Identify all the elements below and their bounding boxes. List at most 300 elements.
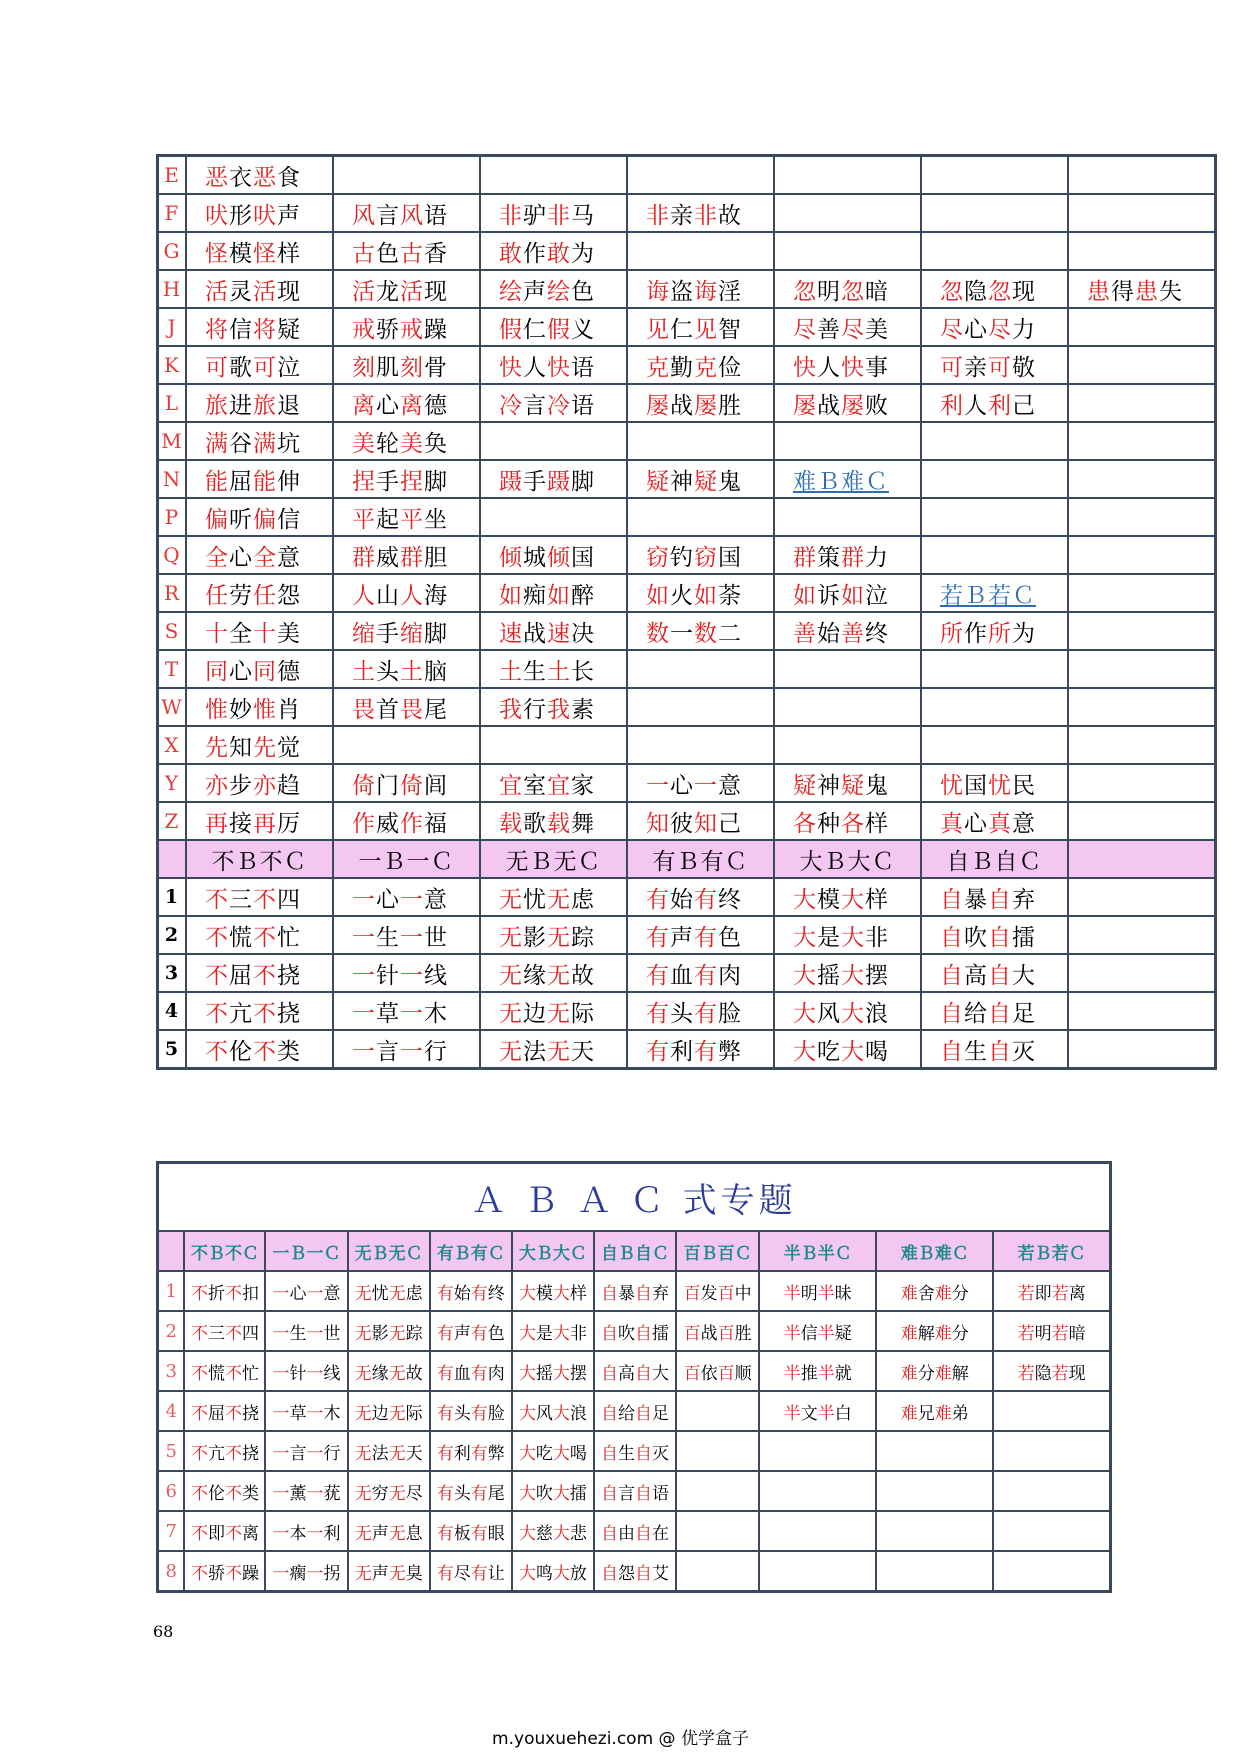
idiom-cell: 无边无际 (480, 992, 627, 1030)
idiom-cell (759, 1511, 876, 1551)
table-row (158, 1351, 1111, 1391)
idiom-cell: 非亲非故 (627, 194, 774, 232)
idiom-cell: 不慌不忙 (186, 916, 333, 954)
idiom-cell: 吠形吠声 (186, 194, 333, 232)
row-letter: Y (158, 764, 187, 802)
idiom-cell: 自生自灭 (921, 1030, 1068, 1069)
idiom-cell: 载歌载舞 (480, 802, 627, 840)
row-number: 7 (158, 1511, 185, 1551)
idiom-cell: 亦步亦趋 (186, 764, 333, 802)
idiom-cell (759, 1471, 876, 1511)
idiom-cell (1068, 764, 1216, 802)
idiom-cell (627, 650, 774, 688)
idiom-cell: 有声有色 (430, 1311, 512, 1351)
idiom-cell: 一生一世 (333, 916, 480, 954)
row-number: 3 (158, 954, 187, 992)
idiom-cell: 冷言冷语 (480, 384, 627, 422)
table-row (158, 878, 1216, 916)
idiom-cell: 偏听偏信 (186, 498, 333, 536)
row-letter: E (158, 156, 187, 195)
idiom-cell: 无声无臭 (348, 1551, 430, 1592)
pattern-header-row (158, 840, 1216, 878)
idiom-cell (480, 156, 627, 195)
idiom-cell: 大模大样 (774, 878, 921, 916)
idiom-cell: 风言风语 (333, 194, 480, 232)
idiom-cell: 半文半白 (759, 1391, 876, 1431)
abac-header-cell: 半Ｂ半Ｃ (759, 1231, 876, 1271)
page-number: 68 (153, 1622, 174, 1641)
idiom-cell: 宜室宜家 (480, 764, 627, 802)
idiom-cell (1068, 992, 1216, 1030)
idiom-cell: 活龙活现 (333, 270, 480, 308)
idiom-cell: 不亢不挠 (184, 1431, 265, 1471)
idiom-cell (480, 726, 627, 764)
row-letter: R (158, 574, 187, 612)
idiom-table-by-letter (156, 154, 1217, 1070)
idiom-cell (1068, 194, 1216, 232)
idiom-cell: 有血有肉 (627, 954, 774, 992)
table-row (158, 992, 1216, 1030)
idiom-cell: 惟妙惟肖 (186, 688, 333, 726)
idiom-cell (676, 1511, 759, 1551)
row-letter: X (158, 726, 187, 764)
row-letter: P (158, 498, 187, 536)
idiom-cell: 疑神疑鬼 (774, 764, 921, 802)
idiom-cell: 不即不离 (184, 1511, 265, 1551)
idiom-cell: 大是大非 (774, 916, 921, 954)
table-row (158, 1391, 1111, 1431)
idiom-cell: 绘声绘色 (480, 270, 627, 308)
idiom-cell (1068, 574, 1216, 612)
idiom-cell: 有利有弊 (627, 1030, 774, 1069)
idiom-cell: 大风大浪 (512, 1391, 594, 1431)
table-row (158, 612, 1216, 650)
idiom-cell: 无法无天 (480, 1030, 627, 1069)
idiom-cell: 无忧无虑 (480, 878, 627, 916)
idiom-cell (759, 1551, 876, 1592)
idiom-cell: 无边无际 (348, 1391, 430, 1431)
idiom-cell (921, 688, 1068, 726)
idiom-cell: 敢作敢为 (480, 232, 627, 270)
idiom-cell (921, 498, 1068, 536)
abac-header-cell: 不Ｂ不Ｃ (184, 1231, 265, 1271)
idiom-cell: 屡战屡败 (774, 384, 921, 422)
idiom-cell: 满谷满坑 (186, 422, 333, 460)
idiom-cell: 自给自足 (921, 992, 1068, 1030)
idiom-cell: 百发百中 (676, 1271, 759, 1311)
row-number: 4 (158, 1391, 185, 1431)
idiom-cell (774, 726, 921, 764)
idiom-cell (921, 726, 1068, 764)
table-row (158, 194, 1216, 232)
idiom-cell: 捏手捏脚 (333, 460, 480, 498)
row-letter: Q (158, 536, 187, 574)
table-row (158, 308, 1216, 346)
idiom-cell: 无法无天 (348, 1431, 430, 1471)
idiom-cell: 自高自大 (921, 954, 1068, 992)
idiom-cell (1068, 498, 1216, 536)
idiom-cell: 人山人海 (333, 574, 480, 612)
row-number: 5 (158, 1431, 185, 1471)
idiom-cell: 有板有眼 (430, 1511, 512, 1551)
idiom-cell (627, 232, 774, 270)
idiom-cell (921, 422, 1068, 460)
idiom-cell (333, 726, 480, 764)
idiom-cell: 有血有肉 (430, 1351, 512, 1391)
idiom-cell: 无缘无故 (348, 1351, 430, 1391)
idiom-cell: 作威作福 (333, 802, 480, 840)
row-letter: H (158, 270, 187, 308)
idiom-cell: 自暴自弃 (921, 878, 1068, 916)
abac-header-cell: 难Ｂ难Ｃ (876, 1231, 993, 1271)
idiom-cell (1068, 384, 1216, 422)
idiom-cell: 难舍难分 (876, 1271, 993, 1311)
idiom-cell: 大慈大悲 (512, 1511, 594, 1551)
idiom-cell: 如诉如泣 (774, 574, 921, 612)
idiom-cell: 大吹大擂 (512, 1471, 594, 1511)
idiom-cell: 自由自在 (594, 1511, 676, 1551)
idiom-cell (774, 498, 921, 536)
idiom-cell (1068, 536, 1216, 574)
abac-header-cell: 自Ｂ自Ｃ (594, 1231, 676, 1271)
idiom-cell: 无声无息 (348, 1511, 430, 1551)
idiom-cell: 缩手缩脚 (333, 612, 480, 650)
idiom-cell: 大摇大摆 (512, 1351, 594, 1391)
idiom-cell (1068, 726, 1216, 764)
idiom-cell: 群威群胆 (333, 536, 480, 574)
idiom-cell: 我行我素 (480, 688, 627, 726)
idiom-cell: 大是大非 (512, 1311, 594, 1351)
idiom-cell: 有尽有让 (430, 1551, 512, 1592)
idiom-cell (774, 422, 921, 460)
idiom-cell: 自暴自弃 (594, 1271, 676, 1311)
idiom-cell: 一本一利 (265, 1511, 347, 1551)
table-row (158, 422, 1216, 460)
idiom-cell (774, 688, 921, 726)
idiom-cell: 不亢不挠 (186, 992, 333, 1030)
table-row (158, 1311, 1111, 1351)
row-number: 3 (158, 1351, 185, 1391)
idiom-cell: 大摇大摆 (774, 954, 921, 992)
idiom-cell: 刻肌刻骨 (333, 346, 480, 384)
idiom-cell: 数一数二 (627, 612, 774, 650)
table-row (158, 916, 1216, 954)
table-row (158, 1030, 1216, 1069)
idiom-cell: 古色古香 (333, 232, 480, 270)
idiom-cell: 离心离德 (333, 384, 480, 422)
idiom-cell: 知彼知己 (627, 802, 774, 840)
idiom-cell: 一言一行 (265, 1431, 347, 1471)
idiom-cell: 一心一意 (265, 1271, 347, 1311)
idiom-cell: 不屈不挠 (184, 1391, 265, 1431)
row-number: 1 (158, 1271, 185, 1311)
idiom-cell: 如火如荼 (627, 574, 774, 612)
table-row (158, 536, 1216, 574)
row-number: 6 (158, 1471, 185, 1511)
row-letter: F (158, 194, 187, 232)
row-letter: S (158, 612, 187, 650)
idiom-cell (480, 498, 627, 536)
idiom-cell: 忽隐忽现 (921, 270, 1068, 308)
idiom-cell: 大吃大喝 (512, 1431, 594, 1471)
idiom-cell (993, 1511, 1110, 1551)
idiom-cell (993, 1431, 1110, 1471)
idiom-cell (774, 650, 921, 688)
idiom-cell: 大吃大喝 (774, 1030, 921, 1069)
idiom-cell: 一心一意 (333, 878, 480, 916)
idiom-cell: 各种各样 (774, 802, 921, 840)
idiom-cell (627, 498, 774, 536)
idiom-cell (921, 156, 1068, 195)
idiom-cell: 所作所为 (921, 612, 1068, 650)
idiom-cell: 难兄难弟 (876, 1391, 993, 1431)
idiom-cell: 土头土脑 (333, 650, 480, 688)
idiom-cell (774, 156, 921, 195)
abac-header-cell: 大Ｂ大Ｃ (512, 1231, 594, 1271)
idiom-cell (333, 156, 480, 195)
table-row (158, 650, 1216, 688)
table-row (158, 574, 1216, 612)
idiom-cell: 半明半昧 (759, 1271, 876, 1311)
idiom-cell: 有始有终 (627, 878, 774, 916)
table-row (158, 1271, 1111, 1311)
idiom-cell (921, 232, 1068, 270)
idiom-cell: 自生自灭 (594, 1431, 676, 1471)
idiom-cell: 自吹自擂 (921, 916, 1068, 954)
idiom-cell: 可歌可泣 (186, 346, 333, 384)
idiom-cell: 一针一线 (333, 954, 480, 992)
idiom-cell: 无缘无故 (480, 954, 627, 992)
pattern-header-cell: 有Ｂ有Ｃ (627, 840, 774, 878)
idiom-cell: 有头有脸 (430, 1391, 512, 1431)
idiom-cell: 自言自语 (594, 1471, 676, 1511)
idiom-cell (1068, 422, 1216, 460)
table-row (158, 802, 1216, 840)
abac-header-row (158, 1231, 1111, 1271)
table-row (158, 1431, 1111, 1471)
idiom-cell: 无影无踪 (348, 1311, 430, 1351)
idiom-cell: 不三不四 (186, 878, 333, 916)
table-row (158, 954, 1216, 992)
idiom-cell: 患得患失 (1068, 270, 1216, 308)
idiom-cell (1068, 878, 1216, 916)
idiom-cell: 任劳任怨 (186, 574, 333, 612)
table-row (158, 384, 1216, 422)
pattern-header-cell (1068, 840, 1216, 878)
idiom-cell (774, 232, 921, 270)
idiom-cell: 将信将疑 (186, 308, 333, 346)
idiom-cell: 若Ｂ若Ｃ (921, 574, 1068, 612)
idiom-cell (676, 1551, 759, 1592)
idiom-cell (921, 650, 1068, 688)
idiom-cell: 有利有弊 (430, 1431, 512, 1471)
idiom-cell (676, 1431, 759, 1471)
idiom-cell: 倾城倾国 (480, 536, 627, 574)
idiom-cell: 若明若暗 (993, 1311, 1110, 1351)
abac-header-cell: 有Ｂ有Ｃ (430, 1231, 512, 1271)
idiom-cell: 假仁假义 (480, 308, 627, 346)
idiom-cell (1068, 916, 1216, 954)
abac-title: Ａ Ｂ Ａ Ｃ 式专题 (158, 1163, 1111, 1232)
idiom-cell (876, 1511, 993, 1551)
idiom-cell: 活灵活现 (186, 270, 333, 308)
idiom-cell: 自高自大 (594, 1351, 676, 1391)
idiom-cell (876, 1471, 993, 1511)
idiom-cell: 旅进旅退 (186, 384, 333, 422)
idiom-cell (627, 688, 774, 726)
idiom-cell: 疑神疑鬼 (627, 460, 774, 498)
idiom-cell: 窃钓窃国 (627, 536, 774, 574)
idiom-cell: 无穷无尽 (348, 1471, 430, 1511)
idiom-cell (1068, 308, 1216, 346)
idiom-cell: 真心真意 (921, 802, 1068, 840)
idiom-cell: 畏首畏尾 (333, 688, 480, 726)
idiom-cell: 诲盗诲淫 (627, 270, 774, 308)
idiom-cell: 大风大浪 (774, 992, 921, 1030)
idiom-cell: 难分难解 (876, 1351, 993, 1391)
idiom-cell: 如痴如醉 (480, 574, 627, 612)
pattern-header-cell: 一Ｂ一Ｃ (333, 840, 480, 878)
idiom-cell (1068, 232, 1216, 270)
row-number: 2 (158, 916, 187, 954)
idiom-cell: 不三不四 (184, 1311, 265, 1351)
idiom-cell: 一心一意 (627, 764, 774, 802)
idiom-cell (1068, 650, 1216, 688)
idiom-cell (627, 156, 774, 195)
abac-header-cell: 无Ｂ无Ｃ (348, 1231, 430, 1271)
idiom-cell: 善始善终 (774, 612, 921, 650)
idiom-cell: 一瘸一拐 (265, 1551, 347, 1592)
idiom-cell: 一言一行 (333, 1030, 480, 1069)
row-letter: L (158, 384, 187, 422)
idiom-cell (480, 422, 627, 460)
pattern-header-cell: 自Ｂ自Ｃ (921, 840, 1068, 878)
idiom-cell: 无影无踪 (480, 916, 627, 954)
idiom-cell: 有始有终 (430, 1271, 512, 1311)
idiom-cell: 十全十美 (186, 612, 333, 650)
idiom-cell (993, 1391, 1110, 1431)
idiom-cell (993, 1471, 1110, 1511)
table-row (158, 1511, 1111, 1551)
idiom-cell: 有声有色 (627, 916, 774, 954)
table-row (158, 346, 1216, 384)
idiom-cell: 怪模怪样 (186, 232, 333, 270)
idiom-cell: 群策群力 (774, 536, 921, 574)
idiom-cell: 难解难分 (876, 1311, 993, 1351)
row-number (158, 1231, 185, 1271)
table-row (158, 460, 1216, 498)
idiom-cell: 难Ｂ难Ｃ (774, 460, 921, 498)
idiom-cell: 速战速决 (480, 612, 627, 650)
idiom-cell: 不骄不躁 (184, 1551, 265, 1592)
table-row (158, 156, 1216, 195)
row-letter: W (158, 688, 187, 726)
idiom-cell: 无忧无虑 (348, 1271, 430, 1311)
abac-header-cell: 若Ｂ若Ｃ (993, 1231, 1110, 1271)
idiom-cell (676, 1391, 759, 1431)
idiom-cell: 大模大样 (512, 1271, 594, 1311)
idiom-cell: 忽明忽暗 (774, 270, 921, 308)
idiom-cell (1068, 460, 1216, 498)
idiom-cell: 见仁见智 (627, 308, 774, 346)
idiom-cell: 半信半疑 (759, 1311, 876, 1351)
pattern-header-cell: 大Ｂ大Ｃ (774, 840, 921, 878)
row-letter: T (158, 650, 187, 688)
idiom-cell: 美轮美奂 (333, 422, 480, 460)
idiom-cell: 一草一木 (265, 1391, 347, 1431)
idiom-cell (627, 422, 774, 460)
idiom-cell: 恶衣恶食 (186, 156, 333, 195)
idiom-cell: 快人快事 (774, 346, 921, 384)
idiom-cell (774, 194, 921, 232)
row-number: 5 (158, 1030, 187, 1069)
idiom-cell: 大鸣大放 (512, 1551, 594, 1592)
idiom-cell (876, 1551, 993, 1592)
idiom-cell: 戒骄戒躁 (333, 308, 480, 346)
table-row (158, 232, 1216, 270)
row-number: 4 (158, 992, 187, 1030)
idiom-cell: 不伦不类 (184, 1471, 265, 1511)
idiom-cell: 若隐若现 (993, 1351, 1110, 1391)
row-letter: Z (158, 802, 187, 840)
idiom-cell: 倚门倚闾 (333, 764, 480, 802)
idiom-cell: 再接再厉 (186, 802, 333, 840)
row-letter: M (158, 422, 187, 460)
row-letter: K (158, 346, 187, 384)
idiom-cell (1068, 346, 1216, 384)
idiom-cell: 平起平坐 (333, 498, 480, 536)
idiom-cell: 百依百顺 (676, 1351, 759, 1391)
table-row (158, 764, 1216, 802)
idiom-cell (921, 536, 1068, 574)
row-number: 2 (158, 1311, 185, 1351)
idiom-cell: 若即若离 (993, 1271, 1110, 1311)
idiom-cell: 尽心尽力 (921, 308, 1068, 346)
idiom-cell: 自吹自擂 (594, 1311, 676, 1351)
idiom-cell (1068, 802, 1216, 840)
idiom-cell (1068, 156, 1216, 195)
idiom-cell: 自怨自艾 (594, 1551, 676, 1592)
abac-topic-table (156, 1161, 1112, 1593)
idiom-cell (921, 460, 1068, 498)
idiom-cell: 尽善尽美 (774, 308, 921, 346)
idiom-cell (759, 1431, 876, 1471)
idiom-cell: 一生一世 (265, 1311, 347, 1351)
idiom-cell (876, 1431, 993, 1471)
idiom-cell: 屡战屡胜 (627, 384, 774, 422)
idiom-cell: 能屈能伸 (186, 460, 333, 498)
idiom-cell (676, 1471, 759, 1511)
idiom-cell: 利人利己 (921, 384, 1068, 422)
idiom-cell: 不折不扣 (184, 1271, 265, 1311)
idiom-cell: 全心全意 (186, 536, 333, 574)
idiom-cell: 自给自足 (594, 1391, 676, 1431)
idiom-cell: 不屈不挠 (186, 954, 333, 992)
table-row (158, 1551, 1111, 1592)
idiom-cell (1068, 1030, 1216, 1069)
footer-watermark: m.youxuehezi.com @ 优学盒子 (492, 1729, 749, 1749)
idiom-cell: 有头有脸 (627, 992, 774, 1030)
idiom-cell (1068, 954, 1216, 992)
idiom-cell: 先知先觉 (186, 726, 333, 764)
idiom-cell: 有头有尾 (430, 1471, 512, 1511)
idiom-cell: 快人快语 (480, 346, 627, 384)
abac-header-cell: 一Ｂ一Ｃ (265, 1231, 347, 1271)
idiom-cell (1068, 612, 1216, 650)
pattern-header-cell: 无Ｂ无Ｃ (480, 840, 627, 878)
row-letter: G (158, 232, 187, 270)
idiom-cell: 蹑手蹑脚 (480, 460, 627, 498)
